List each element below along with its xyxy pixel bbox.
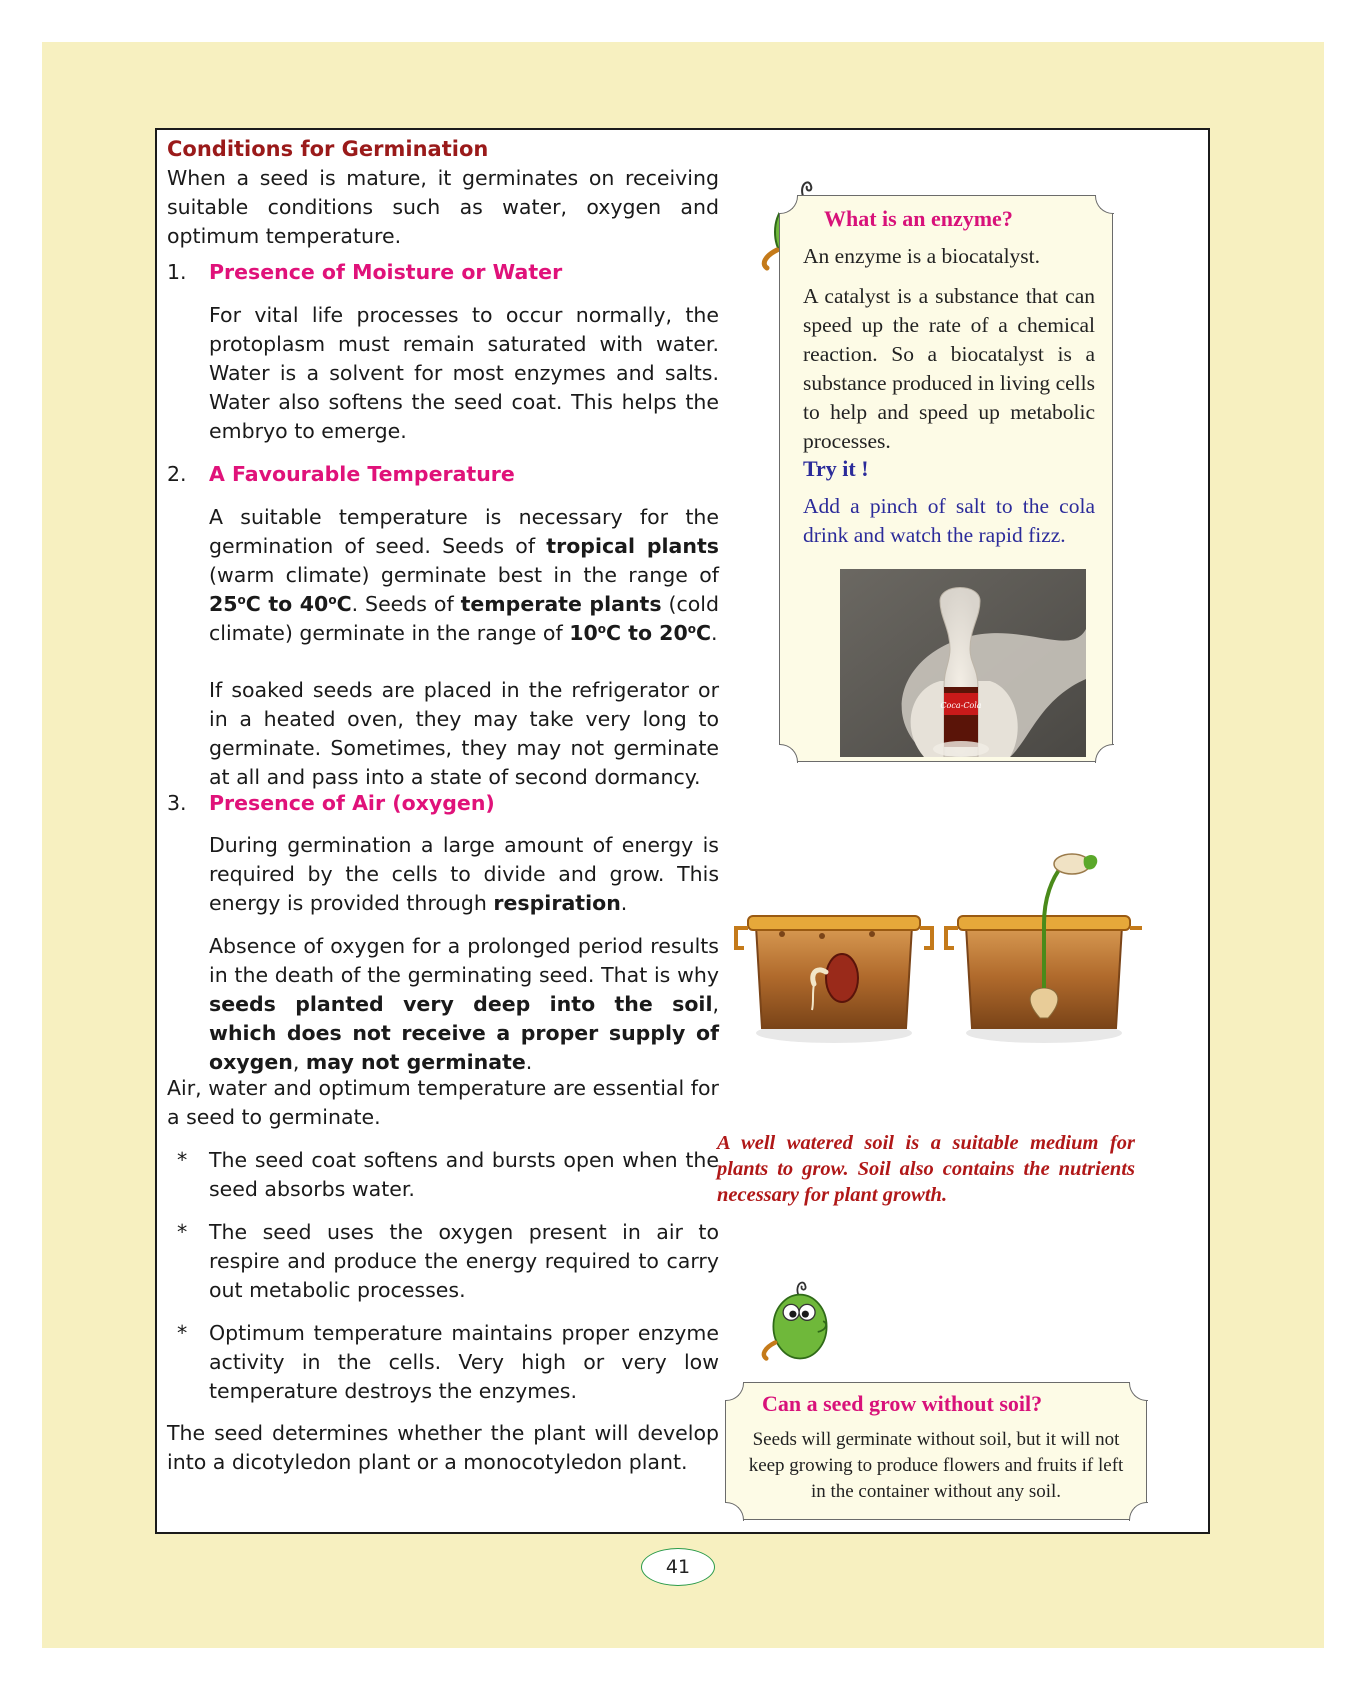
bullet-marker: *: [177, 1148, 188, 1172]
section-title: Conditions for Germination: [167, 137, 489, 161]
catalyst-explanation: A catalyst is a substance that can speed up the rate of a chemical reaction. So a biocatalyst is a substance produced in living cells to help and speed up metabolic processes.: [803, 284, 1095, 453]
condition-2-paragraph-2: If soaked seeds are placed in the refrigerator or in a heated oven, they may take very long to germinate. Sometimes, they may not germinate at all and pass into a state of second dormancy.: [209, 678, 719, 789]
enzyme-definition: An enzyme is a biocatalyst.: [803, 244, 1041, 268]
soil-box-text: Seeds will germinate without soil, but it will not keep growing to produce flowers and fruits if left in the container without any soil.: [748, 1429, 1124, 1502]
bullet-text-2: The seed uses the oxygen present in air to respire and produce the energy required to carry out metabolic processes.: [209, 1220, 719, 1302]
page-number: 41: [641, 1548, 715, 1586]
condition-1-number: 1.: [167, 260, 187, 284]
condition-2-number: 2.: [167, 462, 187, 486]
condition-3-heading: [167, 789, 719, 818]
bullet-text-3: Optimum temperature maintains proper enzyme activity in the cells. Very high or very low temperature destroys the enzymes.: [209, 1321, 719, 1403]
condition-1-heading: [167, 258, 719, 287]
try-it-text: Add a pinch of salt to the cola drink and watch the rapid fizz.: [803, 494, 1095, 547]
condition-3-paragraph-1: During germination a large amount of energy is required by the cells to divide and grow. This energy is provided through respiration.: [209, 833, 719, 915]
condition-3-number: 3.: [167, 791, 187, 815]
bullet-marker: *: [177, 1321, 188, 1345]
closing-paragraph: The seed determines whether the plant will develop into a dicotyledon plant or a monocotyledon plant.: [167, 1421, 719, 1474]
bullet-marker: *: [177, 1220, 188, 1244]
condition-1-title: Presence of Moisture or Water: [209, 260, 563, 284]
condition-2-paragraph-1: A suitable temperature is necessary for the germination of seed. Seeds of tropical plants (warm climate) germinate best in the range of 25$^o$C to 40$^o$C. Seeds of temperate plants (cold climate) germinate in the range of 10$^o$C to 20$^o$C.: [209, 505, 719, 645]
cola-fizz-photo: [840, 569, 1086, 757]
condition-3-title: Presence of Air (oxygen): [209, 791, 495, 815]
germinating-seed-pots-illustration: [722, 848, 1142, 1048]
soil-question-box: [725, 1382, 1147, 1520]
condition-3-paragraph-2: Absence of oxygen for a prolonged period results in the death of the germinating seed. That is why seeds planted very deep into the soil, which does not receive a proper supply of oxygen, may not germinate.: [209, 934, 719, 1074]
try-it-title: Try it !: [803, 456, 869, 481]
enzyme-box-title: What is an enzyme?: [824, 206, 1013, 231]
pots-caption: A well watered soil is a suitable medium for plants to grow. Soil also contains the nutrients necessary for plant growth.: [717, 1132, 1135, 1206]
condition-1-text: For vital life processes to occur normally, the protoplasm must remain saturated with water. Water is a solvent for most enzymes and salts. Water also softens the seed coat. This helps the embryo to emerge.: [209, 303, 719, 443]
bullet-text-1: The seed coat softens and bursts open when the seed absorbs water.: [209, 1148, 719, 1201]
bottle-label: Coca-Cola: [940, 701, 982, 710]
summary-paragraph: Air, water and optimum temperature are essential for a seed to germinate.: [167, 1076, 719, 1129]
enzyme-info-box: [779, 195, 1113, 762]
condition-2-title: A Favourable Temperature: [209, 462, 515, 486]
condition-2-heading: [167, 460, 719, 489]
intro-paragraph: When a seed is mature, it germinates on receiving suitable conditions such as water, oxygen and optimum temperature.: [167, 166, 719, 248]
content-frame: [155, 128, 1210, 1534]
seed-mascot-icon: [755, 1268, 845, 1370]
soil-box-title: Can a seed grow without soil?: [762, 1391, 1043, 1416]
